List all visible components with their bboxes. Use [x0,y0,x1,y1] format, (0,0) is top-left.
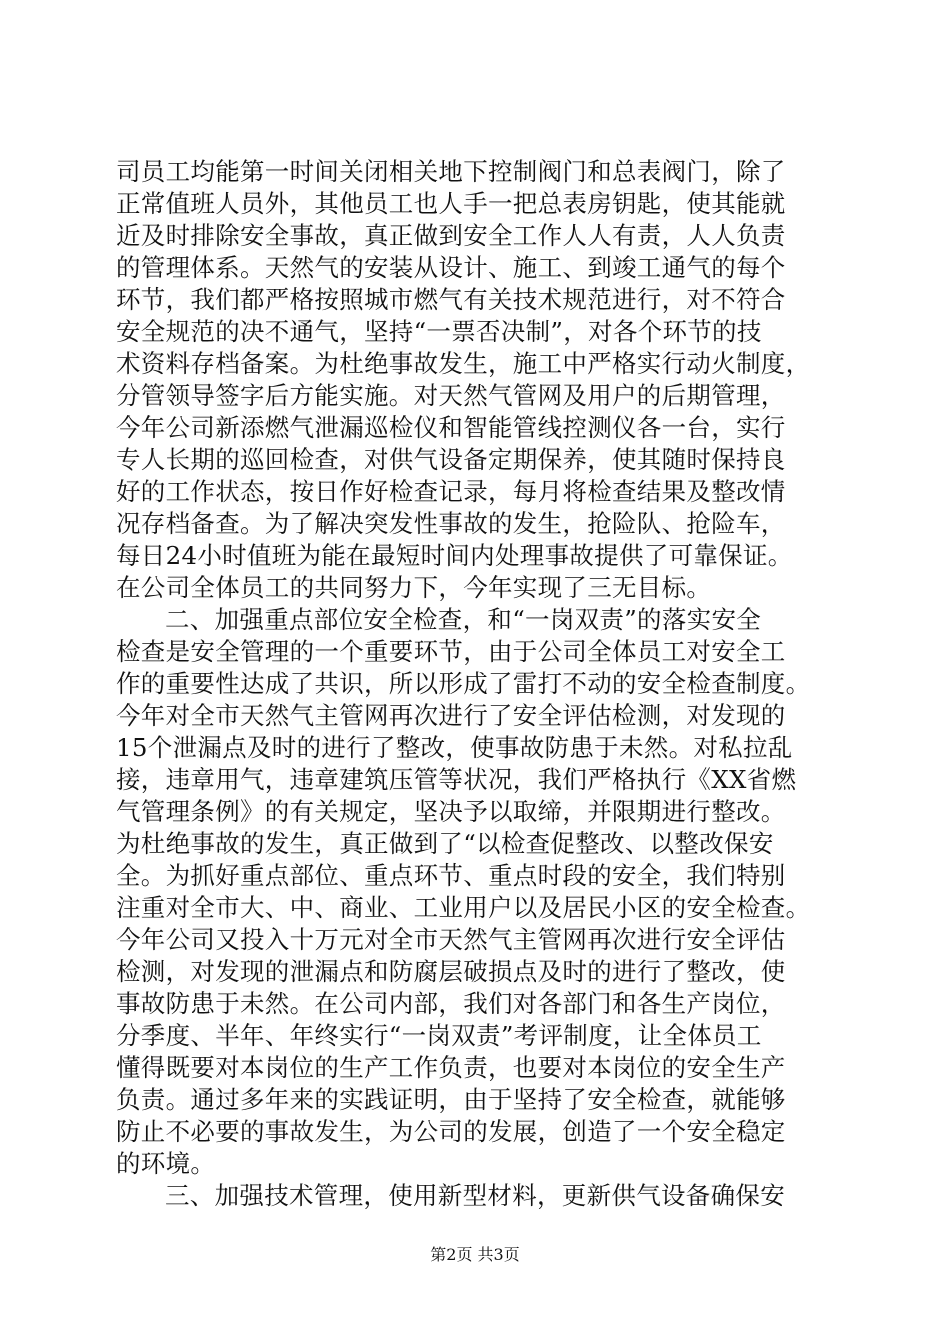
text-line: 检查是安全管理的一个重要环节，由于公司全体员工对安全工 [116,637,786,666]
body-text [116,156,844,1212]
text-line: 15个泄漏点及时的进行了整改，使事故防患于未然。对私拉乱 [116,733,793,762]
text-line: 今年公司新添燃气泄漏巡检仪和智能管线控测仪各一台，实行 [116,413,786,442]
text-line: 今年对全市天然气主管网再次进行了安全评估检测，对发现的 [116,701,786,730]
text-line: 三、加强技术管理，使用新型材料，更新供气设备确保安 [165,1181,785,1210]
text-line: 气管理条例》的有关规定，坚决予以取缔，并限期进行整改。 [116,797,786,826]
text-line: 二、加强重点部位安全检查，和“一岗双责”的落实安全 [165,605,762,634]
text-line: 环节，我们都严格按照城市燃气有关技术规范进行，对不符合 [116,285,786,314]
text-line: 司员工均能第一时间关闭相关地下控制阀门和总表阀门，除了 [116,157,786,186]
text-line: 术资料存档备案。为杜绝事故发生，施工中严格实行动火制度， [116,349,811,378]
text-line: 专人长期的巡回检查，对供气设备定期保养，使其随时保持良 [116,445,786,474]
text-line: 防止不必要的事故发生，为公司的发展，创造了一个安全稳定 [116,1117,786,1146]
text-line: 注重对全市大、中、商业、工业用户以及居民小区的安全检查。 [116,893,811,922]
text-line: 为杜绝事故的发生，真正做到了“以检查促整改、以整改保安 [116,829,774,858]
page-footer: 第2页 共3页 [430,1245,520,1264]
text-line: 的环境。 [116,1149,216,1178]
text-line: 作的重要性达成了共识，所以形成了雷打不动的安全检查制度。 [116,669,811,698]
text-line: 正常值班人员外，其他员工也人手一把总表房钥匙，使其能就 [116,189,786,218]
text-line: 事故防患于未然。在公司内部，我们对各部门和各生产岗位， [116,989,786,1018]
text-line: 的管理体系。天然气的安装从设计、施工、到竣工通气的每个 [116,253,786,282]
text-line: 分管领导签字后方能实施。对天然气管网及用户的后期管理， [116,381,786,410]
text-line: 每日24小时值班为能在最短时间内处理事故提供了可靠保证。 [116,541,793,570]
text-line: 安全规范的决不通气，坚持“一票否决制”，对各个环节的技 [116,317,762,346]
text-line: 况存档备查。为了解决突发性事故的发生，抢险队、抢险车， [116,509,786,538]
text-line: 全。为抓好重点部位、重点环节、重点时段的安全，我们特别 [116,861,786,890]
text-line: 负责。通过多年来的实践证明，由于坚持了安全检查，就能够 [116,1085,786,1114]
text-line: 分季度、半年、年终实行“一岗双责”考评制度，让全体员工 [116,1021,762,1050]
text-line: 今年公司又投入十万元对全市天然气主管网再次进行安全评估 [116,925,786,954]
text-line: 在公司全体员工的共同努力下，今年实现了三无目标。 [116,573,712,602]
text-line: 检测，对发现的泄漏点和防腐层破损点及时的进行了整改，使 [116,957,786,986]
text-line: 好的工作状态，按日作好检查记录，每月将检查结果及整改情 [116,477,786,506]
text-line: 接，违章用气，违章建筑压管等状况，我们严格执行《XX省燃 [116,765,797,794]
text-line: 懂得既要对本岗位的生产工作负责，也要对本岗位的安全生产 [116,1053,786,1082]
text-line: 近及时排除安全事故，真正做到安全工作人人有责，人人负责 [116,221,786,250]
